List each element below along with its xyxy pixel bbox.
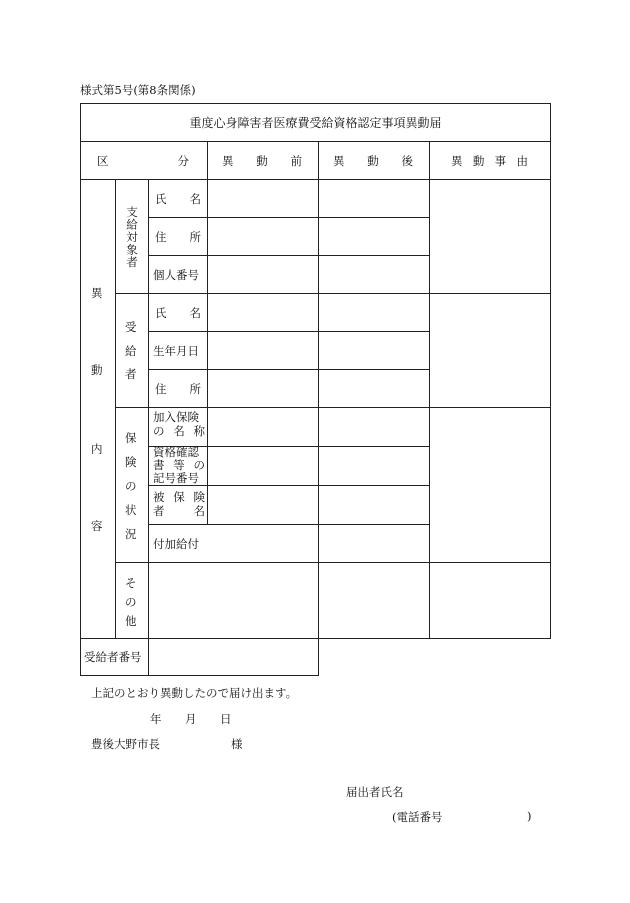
header-category: 区 分: [97, 153, 189, 168]
addressee-office: 豊後大野市長: [91, 737, 160, 751]
row-label-insurance-cert: 資格確認 書 等 の 記号番号: [153, 445, 205, 485]
phone-close: ): [527, 809, 532, 823]
declaration-text: 上記のとおり異動したので届け出ます。: [91, 686, 298, 700]
header-before: 異 動 前: [222, 153, 302, 168]
date-year-label: 年: [150, 712, 162, 726]
date-month-label: 月: [185, 712, 197, 726]
group-recipient: 受 給 者: [125, 320, 137, 381]
row-label-recipient-address: 住 所: [155, 381, 201, 396]
header-after: 異 動 後: [333, 153, 413, 168]
form-title: 重度心身障害者医療費受給資格認定事項異動届: [189, 116, 442, 130]
recipient-number-field[interactable]: [149, 639, 318, 675]
row-label-insurer-name: 加入保険 の 名 称: [153, 410, 205, 438]
group-recipient-target: 支給対象者: [125, 206, 139, 269]
row-label-target-address: 住 所: [155, 229, 201, 244]
row-label-additional-benefit: 付加給付: [153, 536, 199, 551]
form-number: 様式第5号(第8条関係): [80, 83, 196, 97]
row-label-personal-number: 個人番号: [153, 267, 199, 282]
date-day-label: 日: [220, 712, 232, 726]
addressee-honorific: 様: [231, 737, 243, 751]
row-label-recipient-name: 氏 名: [155, 305, 201, 320]
recipient-number-label: 受給者番号: [84, 650, 142, 664]
group-insurance-status: 保 険 の 状 況: [125, 431, 137, 541]
outer-label-change-content: 異 動 内 容: [91, 286, 103, 533]
applicant-name-label: 届出者氏名: [346, 785, 404, 799]
phone-open: (電話番号: [392, 810, 443, 824]
group-other: そ の 他: [125, 576, 137, 628]
row-label-birthdate: 生年月日: [153, 343, 199, 358]
header-reason: 異 動 事 由: [451, 153, 528, 168]
row-label-target-name: 氏 名: [155, 191, 201, 206]
row-label-insured-name: 被 保 険 者 名: [153, 490, 205, 518]
